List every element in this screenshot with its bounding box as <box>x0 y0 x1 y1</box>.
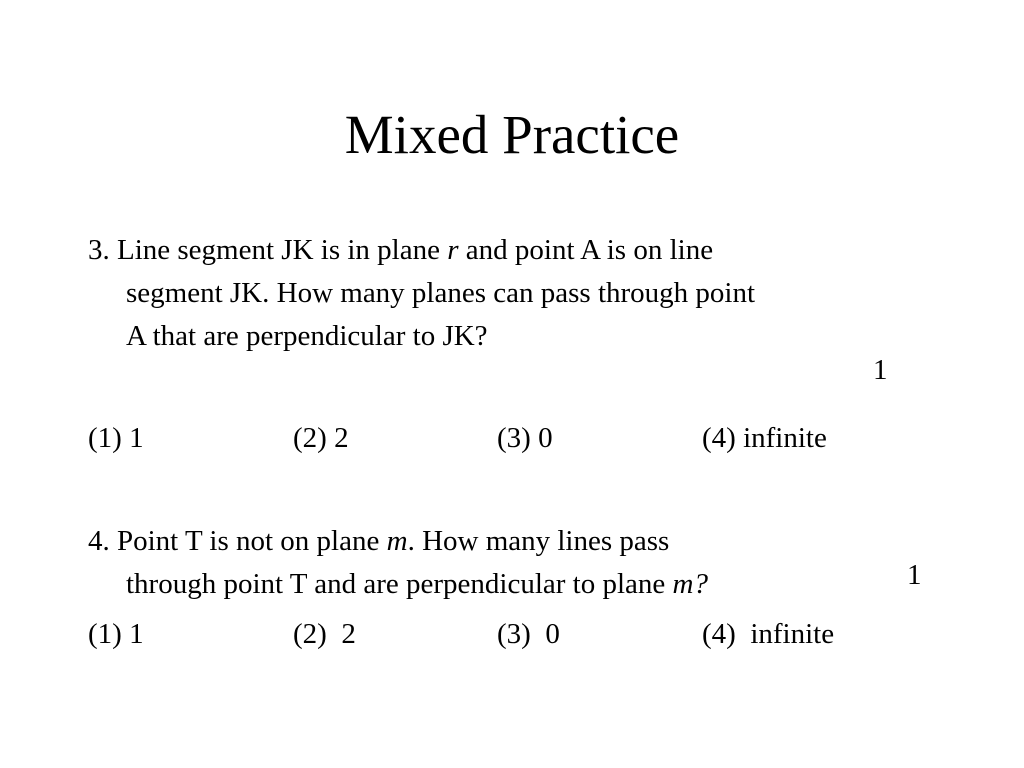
plane-variable: r <box>447 234 459 266</box>
answer-choice: (1) 1 <box>88 618 144 650</box>
question-4 <box>88 520 918 606</box>
plane-variable: m? <box>672 568 708 600</box>
question-line <box>88 272 918 315</box>
question-line <box>88 520 918 563</box>
question-text: through point T and are perpendicular to plane <box>126 568 673 600</box>
answer-choice: (4) infinite <box>702 422 827 454</box>
question-text: A that are perpendicular to JK? <box>126 320 488 352</box>
question-3 <box>88 229 918 358</box>
plane-variable: m <box>386 525 408 557</box>
question-text: segment JK. How many planes can pass through point <box>126 277 756 309</box>
question-text: 3. Line segment JK is in plane <box>88 234 448 266</box>
question-3-marker: 1 <box>873 354 888 386</box>
question-line <box>88 563 918 606</box>
question-4-marker: 1 <box>907 559 922 591</box>
question-text: and point A is on line <box>458 234 714 266</box>
answer-choice: (2) 2 <box>293 422 349 454</box>
question-text: 4. Point T is not on plane <box>88 525 387 557</box>
answer-choice: (2) 2 <box>293 618 356 650</box>
question-line <box>88 315 918 358</box>
answer-choice: (3) 0 <box>497 422 553 454</box>
answer-choice: (4) infinite <box>702 618 835 650</box>
answer-choice: (1) 1 <box>88 422 144 454</box>
question-line <box>88 229 918 272</box>
slide-title: Mixed Practice <box>344 104 680 165</box>
question-text: . How many lines pass <box>407 525 670 557</box>
answer-choice: (3) 0 <box>497 618 560 650</box>
